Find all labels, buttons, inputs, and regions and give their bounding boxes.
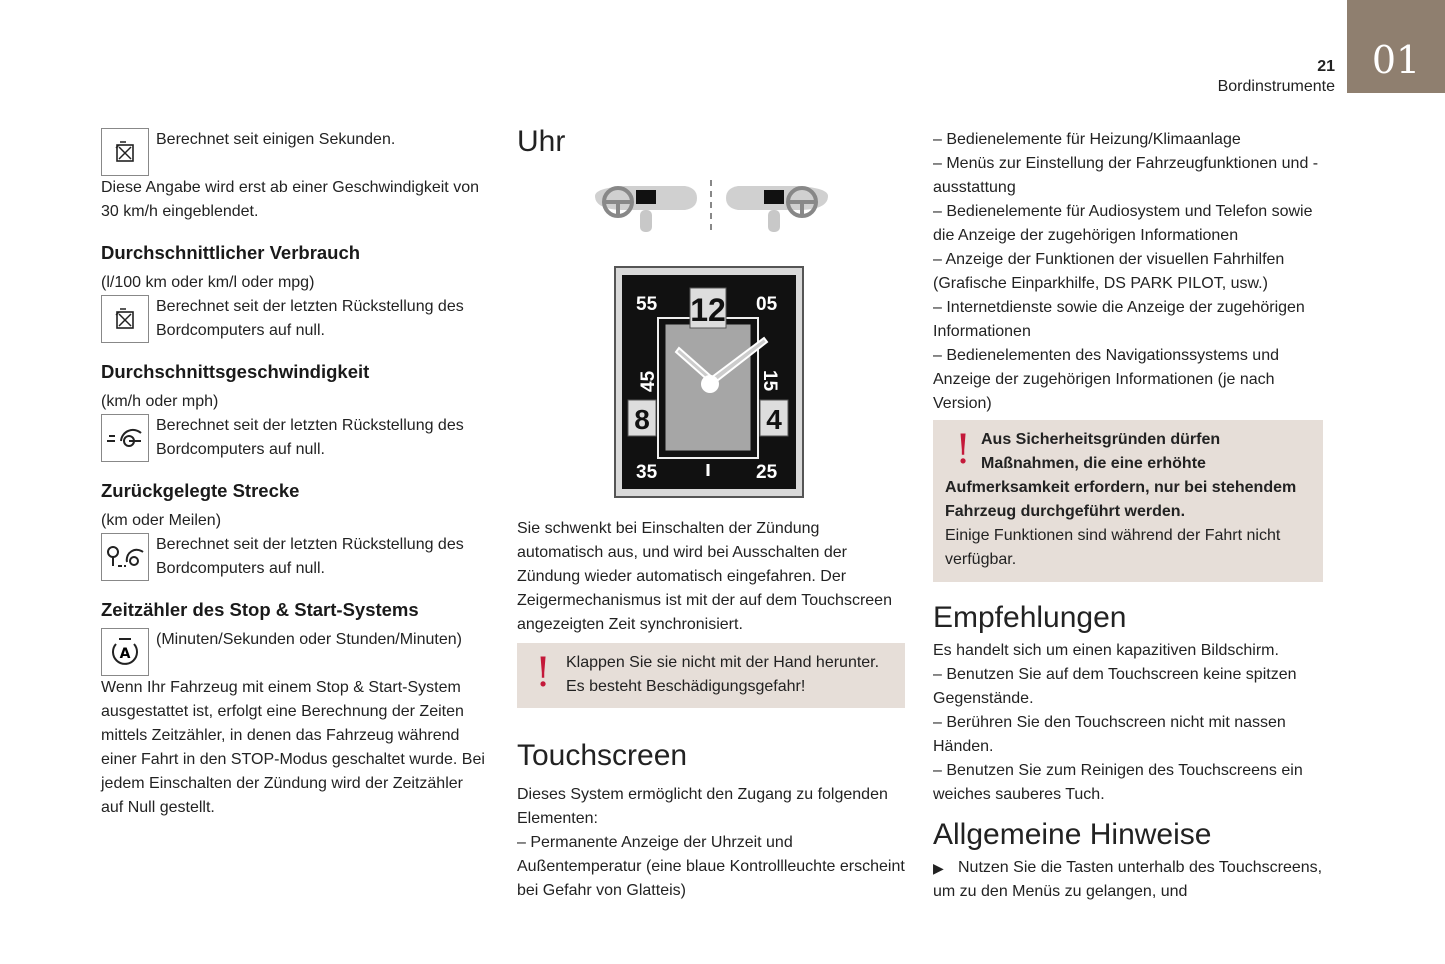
list-item: – Menüs zur Einstellung der Fahrzeugfunktionen und -ausstattung xyxy=(933,155,1319,196)
arrow-bullet-icon: ▶ xyxy=(933,860,944,876)
recommendations-list xyxy=(933,639,1323,807)
heading-recommendations: Empfehlungen xyxy=(933,601,1127,634)
icon-description: Berechnet seit der letzten Rückstellung des Bordcomputers auf null. xyxy=(156,536,464,577)
intro-icon-text: Berechnet seit einigen Sekunden. xyxy=(156,131,396,148)
clock-35: 35 xyxy=(636,462,658,483)
clock-12: 12 xyxy=(690,292,726,328)
general-note-item: Nutzen Sie die Tasten unterhalb des Touchscreens, um zu den Menüs zu gelangen, und xyxy=(933,859,1323,900)
list-item: – Bedienelementen des Navigationssystems und Anzeige der zugehörigen Informationen (je nach Version) xyxy=(933,347,1279,412)
heading-avg-speed: Durchschnittsgeschwindigkeit xyxy=(101,361,370,382)
heading-general-notes: Allgemeine Hinweise xyxy=(933,818,1212,851)
warning-text: Klappen Sie sie nicht mit der Hand herunter. Es besteht Beschädigungsgefahr! xyxy=(566,654,880,695)
section-title: Bordinstrumente xyxy=(1217,78,1335,95)
svg-text:A: A xyxy=(119,646,131,662)
icon-description: (Minuten/Sekunden oder Stunden/Minuten) xyxy=(156,631,462,648)
clock-4: 4 xyxy=(766,404,782,435)
list-item: – Internetdienste sowie die Anzeige der zugehörigen Informationen xyxy=(933,299,1305,340)
list-item: – Bedienelemente für Audiosystem und Telefon sowie die Anzeige der zugehörigen Informationen xyxy=(933,203,1313,244)
list-item: – Berühren Sie den Touchscreen nicht mit nassen Händen. xyxy=(933,714,1286,755)
heading-avg-consumption: Durchschnittlicher Verbrauch xyxy=(101,242,361,263)
units-text: (km/h oder mph) xyxy=(101,393,219,410)
chapter-tab: 01 xyxy=(1347,0,1445,93)
speed-row xyxy=(101,414,486,462)
warning-icon: ! xyxy=(535,650,552,696)
recommendations-intro: Es handelt sich um einen kapazitiven Bildschirm. xyxy=(933,642,1279,659)
list-item: – Anzeige der Funktionen der visuellen Fahrhilfen (Grafische Einparkhilfe, DS PARK PILOT, usw.) xyxy=(933,251,1285,292)
heading-touchscreen: Touchscreen xyxy=(517,739,688,772)
stop-start-paragraph: Wenn Ihr Fahrzeug mit einem Stop & Start-System ausgestattet ist, erfolgt eine Berechnung der Zeiten mittels Zeitzähler, in denen das Fahrzeug während einer Fahrt in den STOP-Modus geschaltet wurde. Bei jedem Einschalten der Zündung wird der Zeitzähler auf Null gestellt. xyxy=(101,679,485,816)
clock-15: 15 xyxy=(759,370,780,392)
clock-25: 25 xyxy=(756,462,778,483)
stop-start-icon xyxy=(101,628,149,676)
warning-icon: ! xyxy=(954,427,972,473)
left-column xyxy=(101,128,486,820)
speed-icon xyxy=(101,414,149,462)
intro-paragraph: Diese Angabe wird erst ab einer Geschwindigkeit von 30 km/h eingeblendet. xyxy=(101,179,479,220)
warning-box xyxy=(517,643,905,708)
fuel-reset-icon xyxy=(101,128,149,176)
touchscreen-paragraph: Dieses System ermöglicht den Zugang zu folgenden Elementen: xyxy=(517,786,888,827)
heading-distance: Zurückgelegte Strecke xyxy=(101,480,300,501)
consumption-row xyxy=(101,295,486,343)
right-column xyxy=(933,128,1323,904)
icon-description: Berechnet seit der letzten Rückstellung des Bordcomputers auf null. xyxy=(156,417,464,458)
heading-stop-start: Zeitzähler des Stop & Start-Systems xyxy=(101,599,419,620)
page-number: 21 xyxy=(1317,58,1335,75)
distance-icon xyxy=(101,533,149,581)
clock-8: 8 xyxy=(634,404,650,435)
list-item: – Bedienelemente für Heizung/Klimaanlage xyxy=(933,131,1241,148)
warning-text: Einige Funktionen sind während der Fahrt nicht verfügbar. xyxy=(945,527,1281,568)
list-item: – Benutzen Sie auf dem Touchscreen keine spitzen Gegenstände. xyxy=(933,666,1297,707)
units-text: (km oder Meilen) xyxy=(101,512,222,529)
feature-list xyxy=(933,128,1323,416)
middle-column xyxy=(517,124,905,903)
intro-row xyxy=(101,128,486,176)
clock-paragraph: Sie schwenkt bei Einschalten der Zündung automatisch aus, und wird bei Ausschalten der Zündung wieder automatisch eingefahren. Der Zeigermechanismus ist mit der auf dem Touchscreen angezeigten Zeit synchronisiert. xyxy=(517,520,892,633)
clock-55: 55 xyxy=(636,294,658,315)
clock-illustration xyxy=(614,266,804,498)
warning-bold-text: Aus Sicherheitsgründen dürfen Maßnahmen, die eine erhöhte Aufmerksamkeit erfordern, nur bei stehendem Fahrzeug durchgeführt werden. xyxy=(945,431,1297,520)
clock-05: 05 xyxy=(756,294,778,315)
general-note xyxy=(933,856,1323,904)
clock-45: 45 xyxy=(638,370,659,392)
icon-description: Berechnet seit der letzten Rückstellung des Bordcomputers auf null. xyxy=(156,298,464,339)
distance-row xyxy=(101,533,486,581)
heading-clock: Uhr xyxy=(517,125,566,158)
safety-warning-box xyxy=(933,420,1323,582)
fuel-consumption-icon xyxy=(101,295,149,343)
stop-start-row xyxy=(101,628,486,676)
steering-position-icon xyxy=(590,178,835,236)
touchscreen-item: – Permanente Anzeige der Uhrzeit und Außentemperatur (eine blaue Kontrollleuchte erscheint bei Gefahr von Glatteis) xyxy=(517,834,905,899)
list-item: – Benutzen Sie zum Reinigen des Touchscreens ein weiches sauberes Tuch. xyxy=(933,762,1303,803)
units-text: (l/100 km oder km/l oder mpg) xyxy=(101,274,315,291)
